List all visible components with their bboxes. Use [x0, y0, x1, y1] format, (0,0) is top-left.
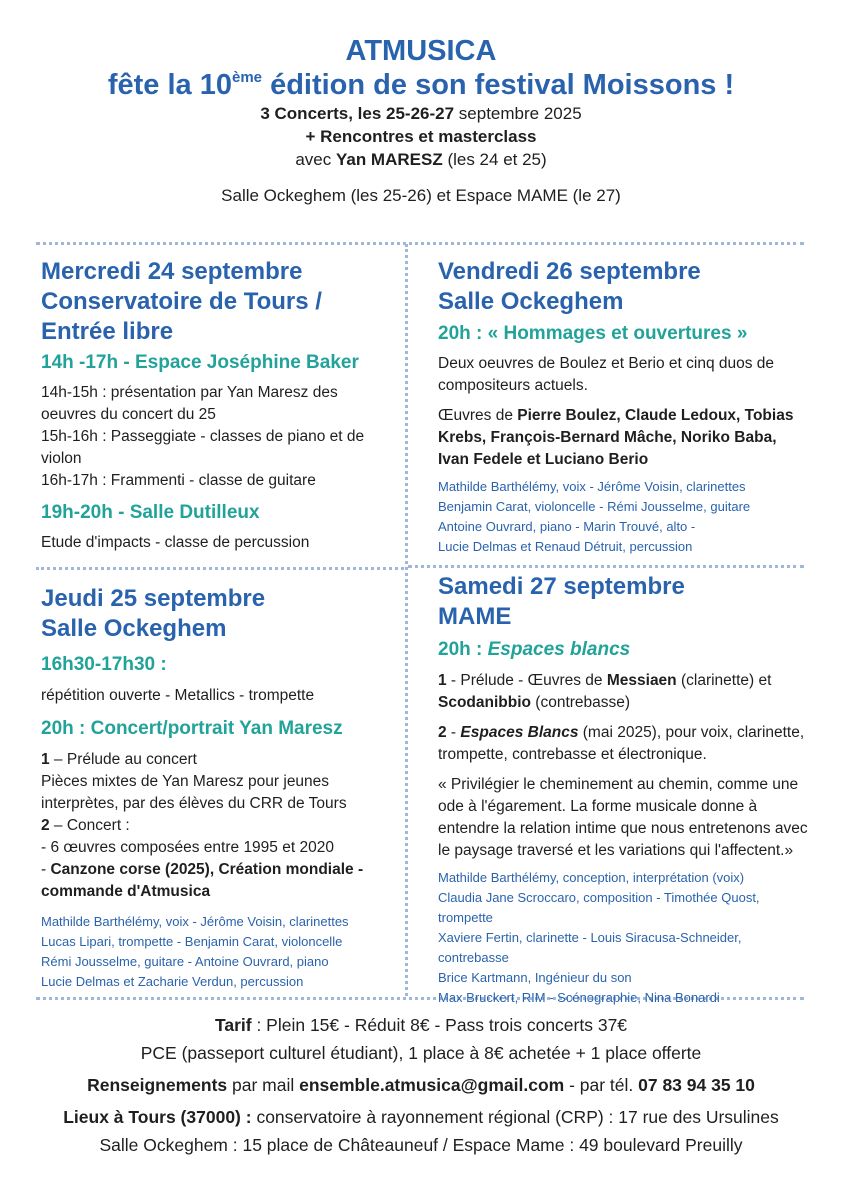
performer-line: Mathilde Barthélémy, conception, interprétation (voix): [438, 870, 745, 885]
sat-day: Samedi 27 septembre: [438, 573, 685, 600]
sat-part-1: [438, 670, 808, 714]
dates-bold: 3 Concerts, les 25-26-27: [260, 104, 455, 123]
concert-dates: [0, 102, 842, 125]
text: : Frammenti - classe de guitare: [97, 472, 316, 489]
saturday-section: [438, 572, 808, 1008]
part-number: 1: [438, 672, 447, 689]
time: 16h-17h: [41, 472, 98, 489]
tarif-text: : Plein 15€ - Réduit 8€ - Pass trois concerts 37€: [251, 1015, 628, 1035]
thu-part-2-b: [41, 859, 396, 903]
composer: Scodanibbio: [438, 694, 531, 711]
org-title: ATMUSICA: [345, 35, 497, 67]
guest-dates: (les 24 et 25): [442, 150, 547, 169]
dash: -: [41, 861, 51, 878]
part-number: 2: [438, 724, 447, 741]
right-divider: [408, 565, 804, 568]
sat-slot: [438, 638, 808, 662]
text: -: [446, 724, 461, 741]
text: (mai 2025), pour voix, clarinette, trompette, contrebasse et électronique.: [438, 724, 805, 763]
guest-name: Yan MARESZ: [335, 150, 443, 169]
title-part: édition de son festival Moissons !: [262, 69, 735, 101]
wed-place: Conservatoire de Tours /: [41, 288, 322, 315]
sat-place: MAME: [438, 603, 512, 630]
composer: Messiaen: [606, 672, 677, 689]
fri-works: [438, 405, 804, 471]
fri-desc: Deux oeuvres de Boulez et Berio et cinq duos de compositeurs actuels.: [438, 355, 775, 394]
wed-entry: Entrée libre: [41, 318, 174, 345]
thu-part-1: [41, 749, 396, 771]
flyer-footer: [0, 1013, 842, 1157]
performer-line: Antoine Ouvrard, piano - Marin Trouvé, alto -: [438, 519, 696, 534]
title-superscript: ème: [231, 69, 263, 86]
thu-part-2: [41, 815, 396, 837]
guest-pre: avec: [295, 150, 336, 169]
title-part: fête la 10: [107, 69, 232, 101]
sat-part-2: [438, 722, 808, 766]
thu-day: Jeudi 25 septembre: [41, 585, 266, 612]
performer-line: Claudia Jane Scroccaro, composition - Timothée Quost, trompette: [438, 890, 760, 925]
thu-performers: [41, 912, 396, 992]
part-number: 1: [41, 751, 50, 768]
lieux-text: conservatoire à rayonnement régional (CRP) : 17 rue des Ursulines: [251, 1107, 779, 1127]
pce-line: PCE (passeport culturel étudiant), 1 place à 8€ achetée + 1 place offerte: [140, 1043, 702, 1063]
phone-number[interactable]: 07 83 94 35 10: [638, 1075, 755, 1095]
part-title: – Concert :: [49, 817, 130, 834]
flyer-header: [0, 34, 842, 207]
column-divider: [405, 244, 408, 996]
wed-item-4: Etude d'impacts - classe de percussion: [41, 534, 310, 551]
works-pre: Œuvres de: [438, 407, 518, 424]
thu-slot-2: 20h : Concert/portrait Yan Maresz: [41, 718, 343, 739]
thu-part-1-desc: Pièces mixtes de Yan Maresz pour jeunes interprètes, par des élèves du CRR de Tours: [41, 773, 347, 812]
top-divider: [36, 242, 804, 245]
venues-line: Salle Ockeghem (les 25-26) et Espace MAME (le 27): [221, 186, 621, 205]
tarif-line: [0, 1013, 842, 1037]
wed-day: Mercredi 24 septembre: [41, 258, 303, 285]
text: : présentation par Yan Maresz des oeuvres du concert du 25: [41, 384, 338, 423]
time: 14h-15h: [41, 384, 98, 401]
text: - Prélude - Œuvres de: [446, 672, 607, 689]
wed-slot-1: 14h -17h - Espace Joséphine Baker: [41, 352, 359, 373]
lieux-line: [0, 1105, 842, 1129]
tel-pre: - par tél.: [564, 1075, 639, 1095]
performer-line: Mathilde Barthélémy, voix - Jérôme Voisin, clarinettes: [41, 914, 349, 929]
performer-line: Brice Kartmann, Ingénieur du son: [438, 970, 632, 985]
fri-place: Salle Ockeghem: [438, 288, 624, 315]
text: : Passeggiate - classes de piano et de violon: [41, 428, 365, 467]
time: 15h-16h: [41, 428, 98, 445]
thu-rehearsal: répétition ouverte - Metallics - trompette: [41, 687, 315, 704]
composers: Pierre Boulez, Claude Ledoux, Tobias Krebs, François-Bernard Mâche, Noriko Baba, Ivan Fedele et Luciano Berio: [438, 407, 794, 468]
performer-line: Mathilde Barthélémy, voix - Jérôme Voisin, clarinettes: [438, 479, 746, 494]
slot-time: 20h :: [438, 639, 488, 660]
performer-line: Benjamin Carat, violoncelle - Rémi Jousselme, guitare: [438, 499, 751, 514]
thu-place: Salle Ockeghem: [41, 615, 227, 642]
text: (contrebasse): [531, 694, 631, 711]
thu-part-2-a: - 6 œuvres composées entre 1995 et 2020: [41, 839, 334, 856]
festival-title: [0, 68, 842, 102]
performer-line: Lucie Delmas et Renaud Détruit, percussion: [438, 539, 693, 554]
sat-quote: « Privilégier le cheminement au chemin, comme une ode à l'égarement. La forme musicale donne à entendre la relation intime que nous entretenons avec le paysage traversé et les variations qui l'affectent.»: [438, 776, 808, 859]
friday-section: [438, 257, 804, 557]
work-title: Espaces Blancs: [460, 724, 579, 741]
email-link[interactable]: ensemble.atmusica@gmail.com: [299, 1075, 565, 1095]
masterclass-text: + Rencontres et masterclass: [305, 127, 537, 146]
part-title: – Prélude au concert: [49, 751, 197, 768]
wednesday-section: [41, 257, 396, 554]
info-mid: par mail: [227, 1075, 300, 1095]
info-label: Renseignements: [87, 1075, 228, 1095]
thu-slot-1: 16h30-17h30 :: [41, 654, 167, 675]
premiere-text: Canzone corse (2025), Création mondiale - commande d'Atmusica: [41, 861, 364, 900]
fri-slot: 20h : « Hommages et ouvertures »: [438, 323, 748, 344]
thursday-section: [41, 584, 396, 992]
wed-item-2: [41, 426, 396, 470]
performer-line: Lucie Delmas et Zacharie Verdun, percussion: [41, 974, 304, 989]
lieux-line-2: Salle Ockeghem : 15 place de Châteauneuf / Espace Mame : 49 boulevard Preuilly: [99, 1135, 743, 1155]
performer-line: Lucas Lipari, trompette - Benjamin Carat, violoncelle: [41, 934, 343, 949]
dates-rest: septembre 2025: [454, 104, 582, 123]
wed-item-3: [41, 470, 396, 492]
performer-line: Max Bruckert, RIM - Scénographie, Nina Bonardi: [438, 990, 720, 1005]
performer-line: Xaviere Fertin, clarinette - Louis Siracusa-Schneider, contrebasse: [438, 930, 742, 965]
guest-line: [0, 148, 842, 171]
fri-performers: [438, 477, 804, 557]
fri-day: Vendredi 26 septembre: [438, 258, 701, 285]
masterclass-line: [0, 125, 842, 148]
tarif-label: Tarif: [214, 1015, 252, 1035]
lieux-label: Lieux à Tours (37000) :: [63, 1107, 252, 1127]
info-line: [0, 1073, 842, 1097]
text: (clarinette) et: [676, 672, 772, 689]
wed-slot-2: 19h-20h - Salle Dutilleux: [41, 502, 260, 523]
wed-item-1: [41, 382, 396, 426]
slot-title: Espaces blancs: [487, 639, 631, 660]
part-number: 2: [41, 817, 50, 834]
left-divider: [36, 567, 404, 570]
sat-performers: [438, 868, 808, 1008]
performer-line: Rémi Jousselme, guitare - Antoine Ouvrard, piano: [41, 954, 329, 969]
